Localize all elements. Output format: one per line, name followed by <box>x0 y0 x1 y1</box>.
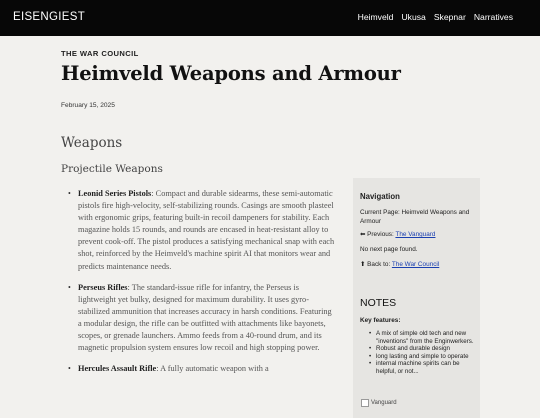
key-features-label: Key features: <box>360 317 401 324</box>
weapon-description: : A fully automatic weapon with a <box>156 364 269 374</box>
article-category: THE WAR COUNCIL <box>61 49 139 58</box>
subsection-heading-projectile: Projectile Weapons <box>61 163 163 175</box>
list-item <box>61 282 336 355</box>
back-to-link[interactable]: The War Council <box>391 261 440 268</box>
feature-item: • internal machine spirits can be helpful, or not... <box>369 360 477 375</box>
previous-page-link[interactable]: The Vanguard <box>395 231 436 238</box>
back-to <box>360 260 439 268</box>
sidebar-nav-title: Navigation <box>360 192 400 201</box>
list-item <box>61 188 336 273</box>
previous-page <box>360 230 435 238</box>
nav-link-skepnar[interactable]: Skepnar <box>433 12 466 22</box>
weapon-name: Perseus Rifles <box>78 282 128 292</box>
feature-item: • Robust and durable design <box>369 345 477 353</box>
section-heading-weapons: Weapons <box>61 135 123 151</box>
back-label: ⬆ Back to: <box>360 261 392 268</box>
previous-label: ⬅ Previous: <box>360 231 396 238</box>
nav-link-heimveld[interactable]: Heimveld <box>357 12 394 22</box>
weapon-name: Leonid Series Pistols <box>78 189 152 198</box>
notes-heading: NOTES <box>360 297 397 309</box>
current-page-text: Current Page: Heimveld Weapons and Armour <box>360 209 470 225</box>
weapon-description: : Compact and durable sidearms, these semi-automatic pistols fire high-velocity, self-stabilizing rounds. Casings are smooth plasteel with ergonomic grips, featuring built-in recoil dampeners for stability. Each magazine holds 15 rounds, and rounds are encased in heat-resistant alloy to prevent cook-off. The pistol produces a satisfying mechanical snap with each shot, reinforced by the Heimveld's machine spirit AI that monitors wear and predicts maintenance needs. <box>78 189 335 271</box>
main-nav <box>358 12 513 22</box>
nav-link-ukusa[interactable]: Ukusa <box>401 12 426 22</box>
broken-image-icon <box>361 399 369 407</box>
key-features-list <box>369 330 477 376</box>
sidebar <box>353 178 480 418</box>
feature-item: • A mix of simple old tech and new "inventions" from the Enginwerkers. <box>369 330 477 345</box>
weapons-list <box>61 188 336 384</box>
image-alt-text: Vanguard <box>371 400 397 406</box>
weapon-name: Hercules Assault Rifle <box>78 364 157 374</box>
nav-link-narratives[interactable]: Narratives <box>473 12 513 22</box>
feature-item: • long lasting and simple to operate <box>369 353 477 361</box>
page-title: Heimveld Weapons and Armour <box>61 62 401 85</box>
publish-date: February 15, 2025 <box>61 102 115 109</box>
next-page-text: No next page found. <box>360 246 418 253</box>
site-brand[interactable]: EISENGIEST <box>13 11 86 23</box>
weapon-description: : The standard-issue rifle for infantry, the Perseus is lightweight yet bulky, designed for maximum durability. It uses gyro-stabilized ammunition that increases accuracy in harsh conditions. Featuring a modular design, the rifle can be outfitted with attachments like bayonets, scopes, or grenade launchers. Ammo feeds from a 40-round drum, and its magnetic propulsion system ensures low recoil and high stopping power. <box>78 282 332 353</box>
top-navbar <box>0 0 540 36</box>
vanguard-image <box>361 399 397 407</box>
list-item <box>61 363 336 375</box>
